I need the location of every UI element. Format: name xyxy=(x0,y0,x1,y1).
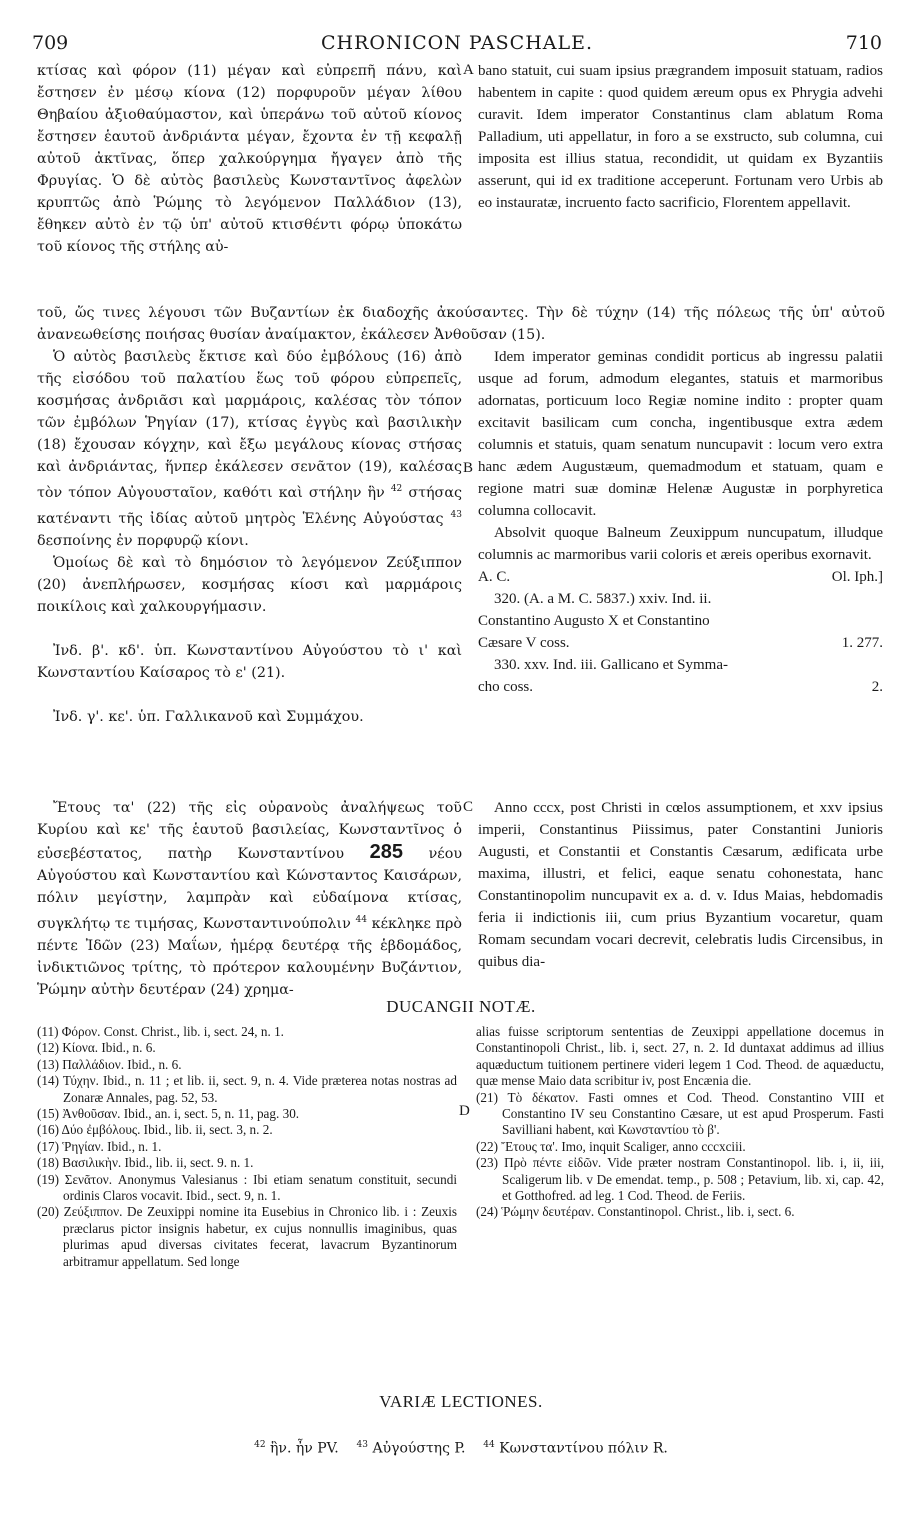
note-18: (18) Βασιλικὴν. Ibid., lib. ii, sect. 9. n. 1. xyxy=(37,1155,254,1171)
variant-42-text: ἣν. ἦν PV. xyxy=(270,1440,339,1457)
latin-paragraph-1: bano statuit, cui suam ipsius prægrandem imposuit statuam, radios habentem in capite : quod quidem æreum opus ex Phrygia advehi curavit. Idem imperator Constantinus clam ablatum Roma Palladium, uti appellatur, in foro a se exstructo, sub columna, cui imposita est illius statua, recondidit, ut quidam ex Byzantiis asserunt, qui id ex traditione acceperunt. Fortunam vero Urbis ab eo instauratæ, incruento facto sacrificio, Florentem appellavit. xyxy=(478,63,883,211)
greek-p2-text: Ὁ αὐτὸς βασιλεὺς ἔκτισε καὶ δύο ἐμβόλους (16) ἀπὸ τῆς εἰσόδου τοῦ παλατίου ἕως τοῦ φόρου εὐπρεπεῖς, κοσμήσας ἀνδριᾶσι καὶ μαρμάροις, καλέσας τὸν τόπον τῶν ἐμβόλων Ῥηγίαν (17), κτίσας ἐγγὺς καὶ βασιλικὴν (18) ἔχουσαν κόγχην, καὶ ἔξω μεγάλους κίονας στήσας καὶ ἀνδριάντας, ἥνπερ ἐκάλεσεν σενᾶτον (19), καλέσας τὸν τόπον Αὐγουσταῖον, καθότι καὶ στήλην ἣν xyxy=(37,349,462,501)
year-330-line-2: cho coss. xyxy=(478,679,533,695)
margin-marker-c: C xyxy=(463,799,474,815)
note-22: (22) Ἔτους τα'. Imo, inquit Scaliger, anno cccxciii. xyxy=(476,1138,746,1154)
ducange-notes-left xyxy=(37,1024,457,1270)
page-number-left: 709 xyxy=(32,32,69,54)
running-header xyxy=(32,32,882,58)
latin-paragraph-2: Idem imperator geminas condidit porticus ab ingressu palatii usque ad forum, admodum elegantes, statuis et marmoribus adornatas, porticuum loco Regiæ nomine indito : propter quam excitavit basilicam cum concha, ingentibusque extra ædem columnis et statuis, quam senatum nuncupavit : locum vero extra hanc ædem Augustæum, quemadmodum et statuam, quam e regione matri suæ dominæ Helenæ Augustæ in porphyretica columna collocavit. xyxy=(478,349,883,519)
note-23: (23) Πρὸ πέντε εἰδῶν. Vide præter nostram Constantinopol. lib. i, ii, iii, Scaligerum lib. v De emendat. temp., p. 508 ; Petavium, lib. xi, cap. 42, et Gotthofred. ad leg. 1 Cod. Theod. de Feriis. xyxy=(476,1155,884,1204)
running-title: CHRONICON PASCHALE. xyxy=(320,32,594,54)
latin-paragraph-3: Absolvit quoque Balneum Zeuxippum nuncupatum, illudque columnis ac marmoribus varii coloris et æreis operibus exornavit. xyxy=(478,525,883,563)
variae-heading: VARIÆ LECTIONES. xyxy=(379,1392,543,1411)
variant-ref-42: 42 xyxy=(390,484,403,494)
ducange-notes-right xyxy=(476,1024,884,1221)
note-21: (21) Τὸ δέκατον. Fasti omnes et Cod. Theod. Constantino VIII et Constantino IV seu Constantino Cæsare, ut est apud Prosperum. Fasti Savilliani habent, καὶ Κωνσταντίου τὸ β'. xyxy=(476,1089,884,1138)
column-number: 285 xyxy=(369,841,403,863)
chronology-header-row xyxy=(478,566,883,588)
variae-lectiones xyxy=(0,1440,922,1457)
note-12: (12) Κίονα. Ibid., n. 6. xyxy=(37,1040,156,1056)
variant-42-ref: 42 xyxy=(254,1440,266,1450)
anno-christi-label: A. C. xyxy=(478,569,511,585)
note-15: (15) Ἀνθοῦσαν. Ibid., an. i, sect. 5, n. 11, pag. 30. xyxy=(37,1106,300,1122)
margin-marker-d: D xyxy=(459,1103,470,1119)
variant-ref-44: 44 xyxy=(355,915,367,925)
year-320-line-2: Constantino Augusto X et Constantino xyxy=(478,613,710,629)
variant-ref-43: 43 xyxy=(450,509,462,520)
latin-column-mid xyxy=(478,346,883,698)
page-number-right: 710 xyxy=(845,32,882,54)
year-330-row xyxy=(478,676,883,698)
variant-44-ref: 44 xyxy=(483,1440,495,1450)
greek-p4-start: Ἔτους τα' (22) τῆς εἰς οὐρανοὺς ἀναλήψεως τοῦ Κυρίου καὶ κε' τῆς ἑαυτοῦ βασιλείας, Κωνσταντῖνος ὁ εὐσεβέστατος, πατὴρ Κωνσταντίνου xyxy=(37,800,462,862)
margin-marker-b: B xyxy=(463,460,474,476)
note-14: (14) Τύχην. Ibid., n. 11 ; et lib. ii, sect. 9, n. 4. Vide prætereа notas nostras ad Zonaræ Annales, pag. 52, 53. xyxy=(37,1073,457,1105)
year-330-olympiad: 2. xyxy=(871,679,883,695)
variant-43-text: Αὐγούστης P. xyxy=(372,1440,466,1457)
greek-p2-end: δεσποίνης ἐν πορφυρῷ κίονι. xyxy=(37,532,249,549)
greek-p4-mid: νέου Αὐγούστου καὶ Κωνσταντίου καὶ Κώνσταντος Καισάρων, πόλιν μεγίστην, λαμπρὰν καὶ εὐδαίμονα κτίσας, συγκλήτῳ τε τιμήσας, Κωνσταντινούπολιν xyxy=(37,846,463,932)
year-320-olympiad: 1. 277. xyxy=(841,635,883,651)
note-19: (19) Σενᾶτον. Anonymus Valesianus : Ibi etiam senatum constituit, secundi ordinis Claros vocavit. Ibid., sect. 9, n. 1. xyxy=(37,1171,457,1204)
greek-paragraph-3: Ὁμοίως δὲ καὶ τὸ δημόσιον τὸ λεγόμενον Ζεύξιππον (20) ἀνεπλήρωσεν, κοσμήσας κίοσι καὶ μαρμάροις ποικίλοις καὶ χαλκουργήμασιν. xyxy=(37,554,462,615)
note-24: (24) Ῥώμην δευτέραν. Constantinopol. Christ., lib. i, sect. 6. xyxy=(476,1204,795,1220)
note-13: (13) Παλλάδιον. Ibid., n. 6. xyxy=(37,1056,182,1072)
greek-column-top xyxy=(37,60,462,258)
year-320-row xyxy=(478,632,883,654)
greek-indiction-1: Ἰνδ. β'. κδ'. ὑπ. Κωνσταντίνου Αὐγούστου τὸ ι' καὶ Κωνσταντίου Καίσαρος τὸ ε' (21). xyxy=(37,642,462,681)
greek-column-bottom xyxy=(37,797,462,1001)
greek-paragraph-4 xyxy=(37,797,462,1001)
note-11: (11) Φόρον. Const. Christ., lib. i, sect. 24, n. 1. xyxy=(37,1024,284,1039)
note-20-continued: alias fuisse scriptorum sententias de Zeuxippi appellatione docemus in Constantinopoli Christ., lib. i, sect. 27, n. 2. Id duntaxat addimus ad illius aquæductum tuitionem pertinere videri legem 1 Cod. Theod. de aquæductu, quæ mense Maio data scribitur iv, post Encænia die. xyxy=(476,1024,884,1089)
olympiad-label: Ol. Iph.] xyxy=(831,569,883,585)
year-320-line-1: 320. (A. a M. C. 5837.) xxiv. Ind. ii. xyxy=(494,591,712,607)
greek-paragraph-1-tail xyxy=(37,302,885,346)
margin-marker-a: A xyxy=(463,62,474,78)
greek-indiction-2: Ἰνδ. γ'. κε'. ὑπ. Γαλλικανοῦ καὶ Συμμάχου. xyxy=(53,708,364,725)
ducange-heading: DUCANGII NOTÆ. xyxy=(386,997,536,1016)
variant-44-text: Κωνσταντίνου πόλιν R. xyxy=(499,1440,668,1457)
latin-column-bottom xyxy=(478,797,883,973)
note-20: (20) Ζεύξιππον. De Zeuxippi nomine ita Eusebius in Chronico lib. i : Zeuxis præclarus pictor insignis habetur, ex cujus nonnullis imaginibus, quas plurimas apud diversas civitates fecerat, lavacrum Byzantinorum arbitramur appellatum. Sed longe xyxy=(37,1204,457,1269)
year-320-line-3: Cæsare V coss. xyxy=(478,635,570,651)
latin-column-top xyxy=(478,60,883,214)
greek-tail-text: τοῦ, ὥς τινες λέγουσι τῶν Βυζαντίων ἐκ διαδοχῆς ἀκούσαντες. Τὴν δὲ τύχην (14) τῆς πόλεως τῆς ὑπ' αὐτοῦ ἀνανεωθείσης ποιήσας θυσίαν ἀναίμακτον, ἐκάλεσεν Ἀνθοῦσαν (15). xyxy=(37,305,885,343)
greek-paragraph-1: κτίσας καὶ φόρον (11) μέγαν καὶ εὐπρεπῆ πάνυ, καὶ ἔστησεν ἐν μέσῳ κίονα (12) πορφυροῦν μέγαν λίθου Θηβαίου ἀξιοθαύμαστον, καὶ ὑπεράνω τοῦ αὐτοῦ κίονος ἔστησεν ἑαυτοῦ ἀνδριάντα μέγαν, ἔχοντα ἐν τῇ κεφαλῇ αὐτοῦ ἀκτῖνας, ὅπερ χαλκούργημα ἤγαγεν ἀπὸ τῆς Φρυγίας. Ὁ δὲ αὐτὸς βασιλεὺς Κωνσταντῖνος ἀφελὼν κρυπτῶς ἀπὸ Ῥώμης τὸ λεγόμενον Παλλάδιον (13), ἔθηκεν αὐτὸ ἐν τῷ ὑπ' αὐτοῦ κτισθέντι φόρῳ ὑποκάτω τοῦ κίονος τῆς στήλης αὐ- xyxy=(37,63,462,255)
greek-paragraph-2 xyxy=(37,346,462,552)
note-16: (16) Δύο ἐμβόλους. Ibid., lib. ii, sect. 3, n. 2. xyxy=(37,1122,273,1138)
year-330-line-1: 330. xxv. Ind. iii. Gallicano et Symma- xyxy=(494,657,728,673)
note-17: (17) Ῥηγίαν. Ibid., n. 1. xyxy=(37,1138,162,1154)
variant-43-ref: 43 xyxy=(356,1440,368,1450)
latin-paragraph-4: Anno cccx, post Christi in cœlos assumptionem, et xxv ipsius imperii, Constantinus Piissimus, pater Constantini Junioris Augusti, et Constantii et Constantis Cæsarum, ædificata urbe maxima, illustri, et felici, eaque senatu cohonestata, hanc Constantinopolim nuncupavit ex a. d. v. Idus Maias, hebdomadis feria ii indictionis iii, cum prius Byzantium vocaretur, quam Romam secundam vocari decrevit, celebratis ludis Circensibus, in quibus dia- xyxy=(478,800,883,970)
greek-column-mid xyxy=(37,346,462,728)
greek-p4-end: κέκληκε πρὸ πέντε Ἰδῶν (23) Μαΐων, ἡμέρᾳ δευτέρᾳ τῆς ἑβδομάδος, ἰνδικτιῶνος τρίτης, τὸ πρότερον καλουμένην Βυζάντιον, Ῥώμην αὐτὴν δευτέραν (24) χρημα- xyxy=(37,915,463,998)
greek-p2-mid: στήσας κατέναντι τῆς ἰδίας αὐτοῦ μητρὸς Ἑλένης Αὐγούστας xyxy=(37,484,462,527)
